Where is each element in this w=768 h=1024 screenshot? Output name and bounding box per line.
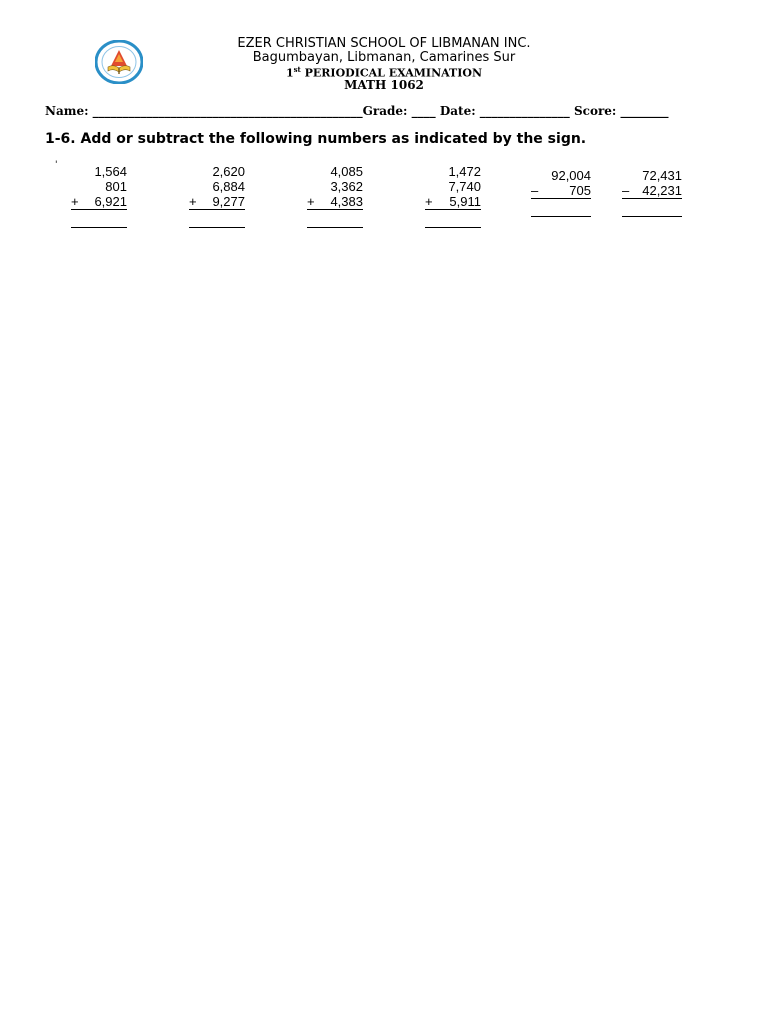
problem-3-line-2: 3,362 [330,179,363,194]
problem-4-answer-blank[interactable] [425,219,481,228]
problem-5-line-1: 92,004 [551,168,591,183]
problem-1-line-2: 801 [105,179,127,194]
problem-2-line-3-value: 9,277 [212,194,245,209]
problem-5-line-2 [531,183,591,199]
problem-5-line-2-value: 705 [569,183,591,198]
school-address: Bagumbayan, Libmanan, Camarines Sur [252,50,516,65]
problem-3-answer-blank[interactable] [307,219,363,228]
problem-1 [71,164,127,228]
problem-4-line-3 [425,194,481,210]
minus-sign: – [531,183,539,198]
exam-ordinal-suffix: st [293,65,301,74]
problem-2-line-1: 2,620 [212,164,245,179]
exam-title-text: PERIODICAL EXAMINATION [300,66,483,80]
problem-4 [425,164,481,228]
problem-6-line-1: 72,431 [642,168,682,183]
problem-2 [189,164,245,228]
problem-6 [622,168,682,217]
exam-ordinal: 1 [285,66,294,80]
problem-6-line-2-value: 42,231 [642,183,682,198]
problem-2-line-3 [189,194,245,210]
problem-4-line-3-value: 5,911 [449,194,481,209]
problem-2-line-2: 6,884 [212,179,245,194]
problem-1-line-3 [71,194,127,210]
plus-sign: + [307,194,315,209]
problem-3-line-3 [307,194,363,210]
problem-6-answer-blank[interactable] [622,208,682,217]
subject-title: MATH 1062 [344,78,424,92]
plus-sign: + [189,194,197,209]
problem-5-answer-blank[interactable] [531,208,591,217]
problem-4-line-2: 7,740 [448,179,481,194]
school-name: EZER CHRISTIAN SCHOOL OF LIBMANAN INC. [237,36,531,51]
problem-3-line-1: 4,085 [330,164,363,179]
problem-3 [307,164,363,228]
problem-2-answer-blank[interactable] [189,219,245,228]
problem-1-answer-blank[interactable] [71,219,127,228]
problem-5 [531,168,591,217]
stray-mark: ' [55,160,58,170]
problem-6-line-2 [622,183,682,199]
problem-1-line-3-value: 6,921 [94,194,127,209]
plus-sign: + [71,194,79,209]
plus-sign: + [425,194,433,209]
instruction-text: 1-6. Add or subtract the following numbers as indicated by the sign. [45,131,587,147]
minus-sign: – [622,183,630,198]
problem-3-line-3-value: 4,383 [330,194,363,209]
student-info-line: Name: _____________________________________________Grade: ____ Date: _______________ Score: ________ [45,104,669,118]
problem-1-line-1: 1,564 [94,164,127,179]
problem-4-line-1: 1,472 [448,164,481,179]
